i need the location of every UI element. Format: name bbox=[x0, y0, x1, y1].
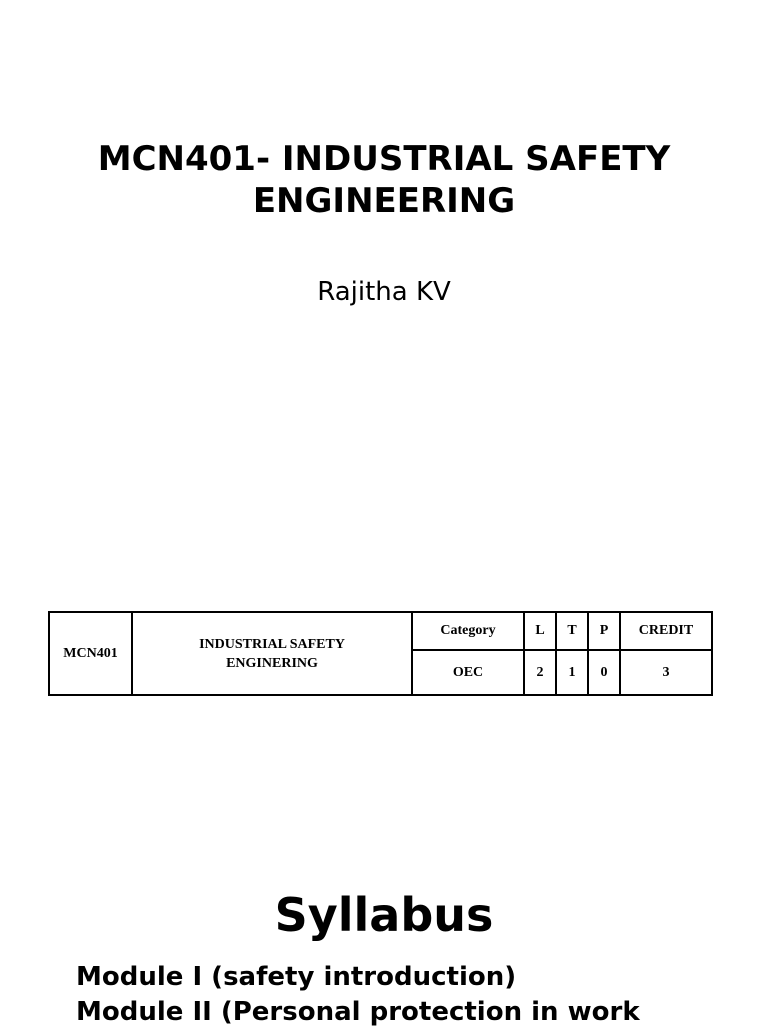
category-header-cell: Category bbox=[412, 612, 524, 650]
course-info-table bbox=[48, 611, 713, 696]
lecture-value-cell: 2 bbox=[524, 650, 556, 695]
course-table-header-row bbox=[49, 612, 712, 650]
category-value-cell: OEC bbox=[412, 650, 524, 695]
page-title-line-2: ENGINEERING bbox=[252, 181, 516, 221]
module-item: Module II (Personal protection in work bbox=[76, 997, 640, 1027]
tutorial-value-cell: 1 bbox=[556, 650, 588, 695]
practical-header-cell: P bbox=[588, 612, 620, 650]
course-name-line-1: INDUSTRIAL SAFETY bbox=[199, 636, 345, 652]
tutorial-header-cell: T bbox=[556, 612, 588, 650]
syllabus-heading: Syllabus bbox=[274, 888, 494, 942]
module-list bbox=[76, 960, 768, 1030]
lecture-header-cell: L bbox=[524, 612, 556, 650]
module-item: Module I (safety introduction) bbox=[76, 962, 517, 992]
practical-value-cell: 0 bbox=[588, 650, 620, 695]
credit-header-cell: CREDIT bbox=[620, 612, 712, 650]
page-title bbox=[0, 138, 768, 222]
author-name: Rajitha KV bbox=[317, 277, 451, 307]
course-name-line-2: ENGINERING bbox=[226, 655, 318, 671]
course-code-cell: MCN401 bbox=[49, 612, 132, 695]
course-name-cell bbox=[132, 612, 412, 695]
credit-value-cell: 3 bbox=[620, 650, 712, 695]
page-title-line-1: MCN401- INDUSTRIAL SAFETY bbox=[97, 139, 671, 179]
